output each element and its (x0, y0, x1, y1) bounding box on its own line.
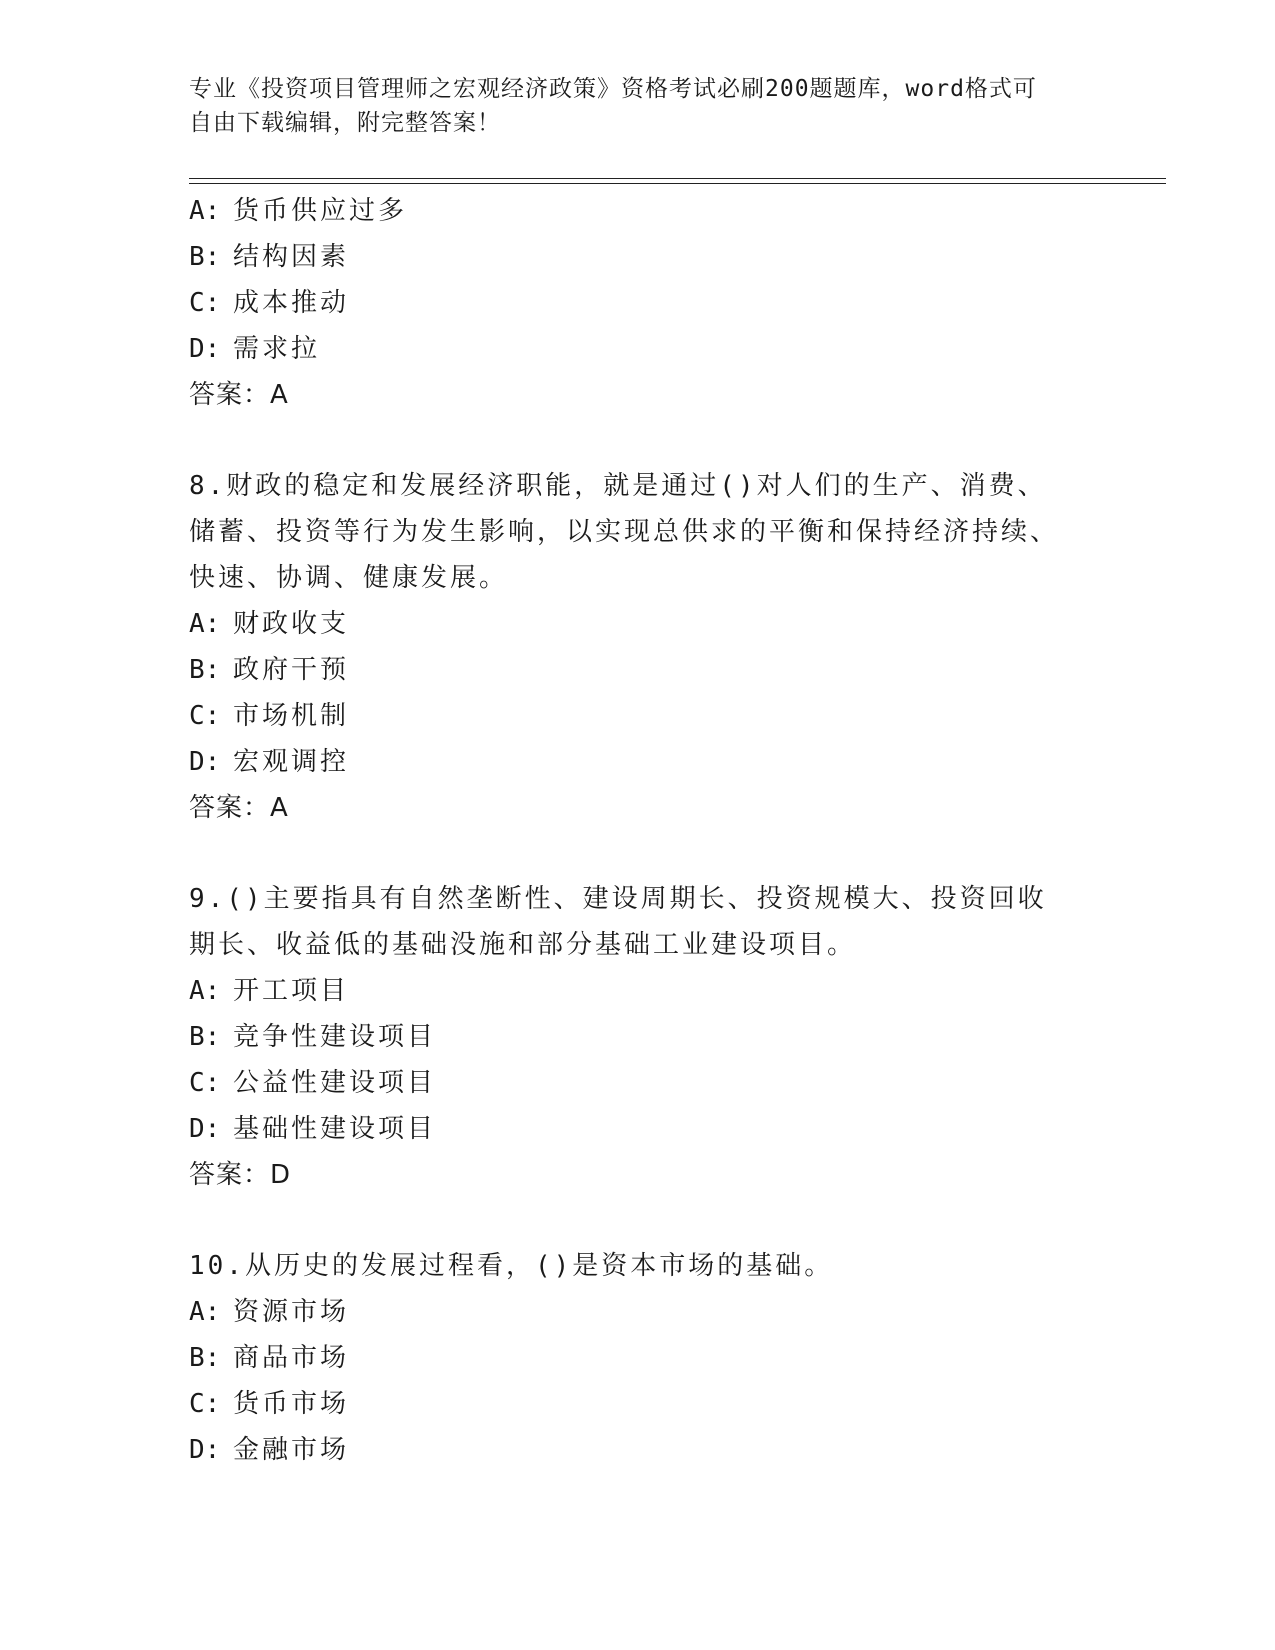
option-letter: C: (189, 701, 221, 731)
option-text: 公益性建设项目 (233, 1068, 437, 1098)
option-b (189, 1014, 1089, 1060)
option-a (189, 188, 1089, 234)
option-text: 市场机制 (233, 701, 350, 731)
option-a (189, 1289, 1089, 1335)
question-7 (189, 188, 1089, 418)
option-letter: A: (189, 196, 221, 226)
option-text: 需求拉 (233, 334, 321, 364)
option-text: 宏观调控 (233, 747, 350, 777)
option-letter: C: (189, 1389, 221, 1419)
option-d (189, 326, 1089, 372)
option-a (189, 601, 1089, 647)
answer-line: 答案：A (189, 380, 289, 410)
header-divider-top (189, 178, 1166, 179)
option-text: 竞争性建设项目 (233, 1022, 437, 1052)
option-letter: B: (189, 1022, 221, 1052)
option-text: 结构因素 (233, 242, 350, 272)
option-letter: B: (189, 1343, 221, 1373)
question-stem: 10.从历史的发展过程看，()是资本市场的基础。 (189, 1251, 834, 1281)
option-c (189, 1060, 1089, 1106)
option-letter: A: (189, 1297, 221, 1327)
spacer (189, 418, 1089, 463)
question-stem: 8.财政的稳定和发展经济职能，就是通过()对人们的生产、消费、储蓄、投资等行为发生影响，以实现总供求的平衡和保持经济持续、快速、协调、健康发展。 (189, 471, 1060, 593)
option-c (189, 1381, 1089, 1427)
option-text: 金融市场 (233, 1435, 350, 1465)
option-a (189, 968, 1089, 1014)
option-c (189, 280, 1089, 326)
option-letter: C: (189, 288, 221, 318)
option-letter: A: (189, 976, 221, 1006)
option-letter: D: (189, 747, 221, 777)
spacer (189, 831, 1089, 876)
question-8 (189, 463, 1089, 831)
option-b (189, 234, 1089, 280)
option-b (189, 647, 1089, 693)
question-stem: 9.()主要指具有自然垄断性、建设周期长、投资规模大、投资回收期长、收益低的基础没施和部分基础工业建设项目。 (189, 884, 1047, 960)
option-letter: A: (189, 609, 221, 639)
header-line-1: 专业《投资项目管理师之宏观经济政策》资格考试必刷200题题库，word格式可 (189, 76, 1037, 102)
question-10 (189, 1243, 1089, 1473)
document-header (189, 72, 1089, 140)
answer-line: 答案：A (189, 793, 289, 823)
option-letter: B: (189, 242, 221, 272)
answer-line: 答案：D (189, 1160, 292, 1190)
option-text: 基础性建设项目 (233, 1114, 437, 1144)
option-text: 财政收支 (233, 609, 350, 639)
option-b (189, 1335, 1089, 1381)
option-c (189, 693, 1089, 739)
spacer (189, 1198, 1089, 1243)
option-d (189, 739, 1089, 785)
option-letter: C: (189, 1068, 221, 1098)
option-text: 开工项目 (233, 976, 350, 1006)
option-d (189, 1106, 1089, 1152)
option-text: 货币市场 (233, 1389, 350, 1419)
header-divider-bottom (189, 183, 1166, 184)
option-letter: D: (189, 1435, 221, 1465)
option-letter: B: (189, 655, 221, 685)
option-text: 政府干预 (233, 655, 350, 685)
option-text: 货币供应过多 (233, 196, 408, 226)
option-text: 商品市场 (233, 1343, 350, 1373)
header-line-2: 自由下载编辑，附完整答案！ (189, 110, 501, 136)
option-text: 成本推动 (233, 288, 350, 318)
question-9 (189, 876, 1089, 1198)
option-d (189, 1427, 1089, 1473)
option-letter: D: (189, 334, 221, 364)
option-letter: D: (189, 1114, 221, 1144)
question-list (189, 188, 1089, 1473)
option-text: 资源市场 (233, 1297, 350, 1327)
